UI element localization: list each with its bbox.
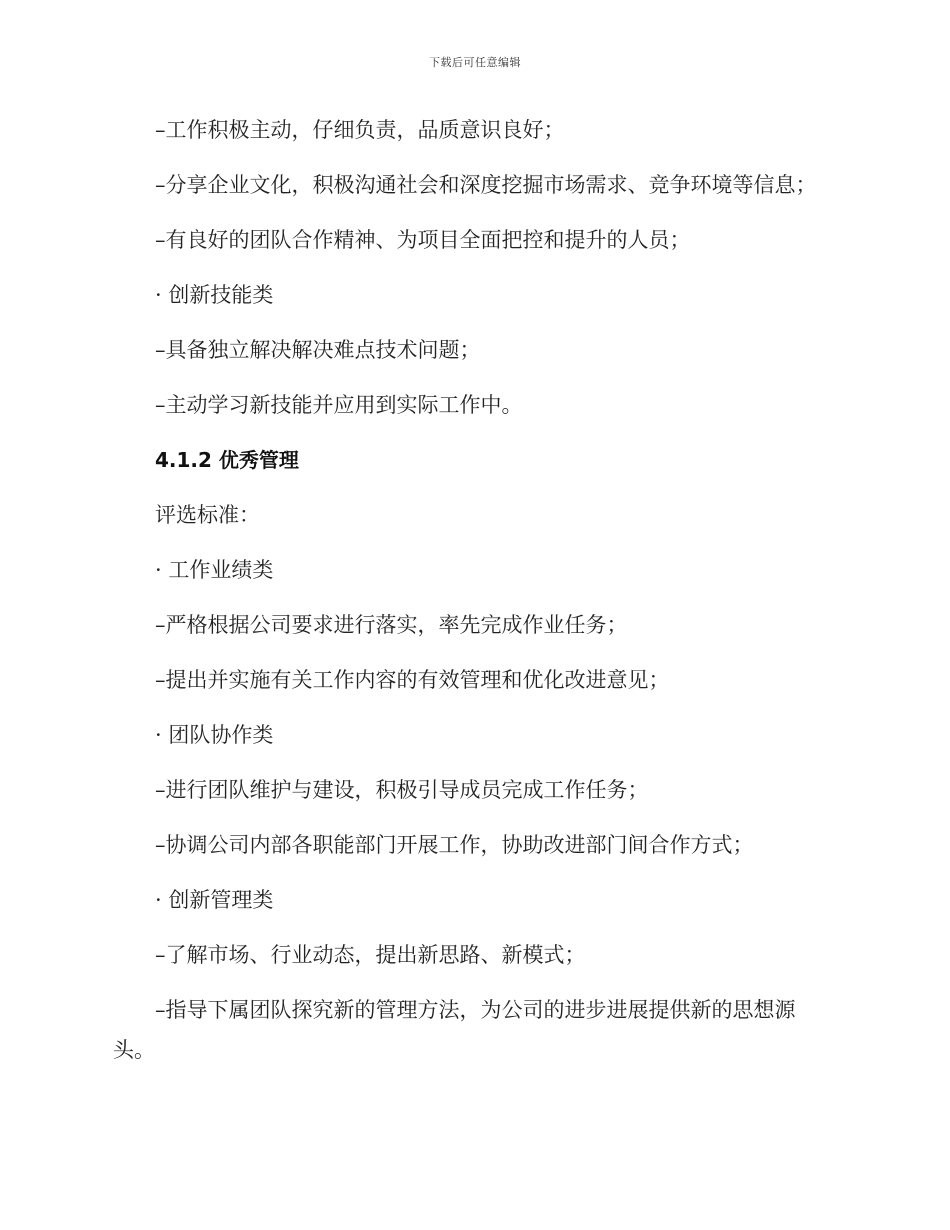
paragraph: –了解市场、行业动态，提出新思路、新模式； — [155, 943, 586, 967]
paragraph: –进行团队维护与建设，积极引导成员完成工作任务； — [155, 778, 649, 802]
paragraph: –主动学习新技能并应用到实际工作中。 — [155, 393, 523, 417]
paragraph: 评选标准： — [155, 503, 260, 527]
paragraph: –有良好的团队合作精神、为项目全面把控和提升的人员； — [155, 228, 691, 252]
paragraph: –具备独立解决解决难点技术问题； — [155, 338, 481, 362]
paragraph: –指导下属团队探究新的管理方法，为公司的进步进展提供新的思想源头。 — [113, 998, 796, 1062]
paragraph: –提出并实施有关工作内容的有效管理和优化改进意见； — [155, 668, 670, 692]
section-heading: 4.1.2 优秀管理 — [155, 448, 299, 472]
paragraph: –分享企业文化，积极沟通社会和深度挖掘市场需求、竞争环境等信息； — [155, 173, 817, 197]
paragraph: –严格根据公司要求进行落实，率先完成作业任务； — [155, 613, 628, 637]
paragraph: –工作积极主动，仔细负责，品质意识良好； — [155, 118, 565, 142]
page-header: 下载后可任意编辑 — [429, 56, 521, 69]
bullet-item: · 团队协作类 — [155, 723, 274, 747]
document-body — [113, 110, 825, 1085]
bullet-item: · 创新管理类 — [155, 888, 274, 912]
bullet-item: · 创新技能类 — [155, 283, 274, 307]
bullet-item: · 工作业绩类 — [155, 558, 274, 582]
paragraph: –协调公司内部各职能部门开展工作，协助改进部门间合作方式； — [155, 833, 754, 857]
